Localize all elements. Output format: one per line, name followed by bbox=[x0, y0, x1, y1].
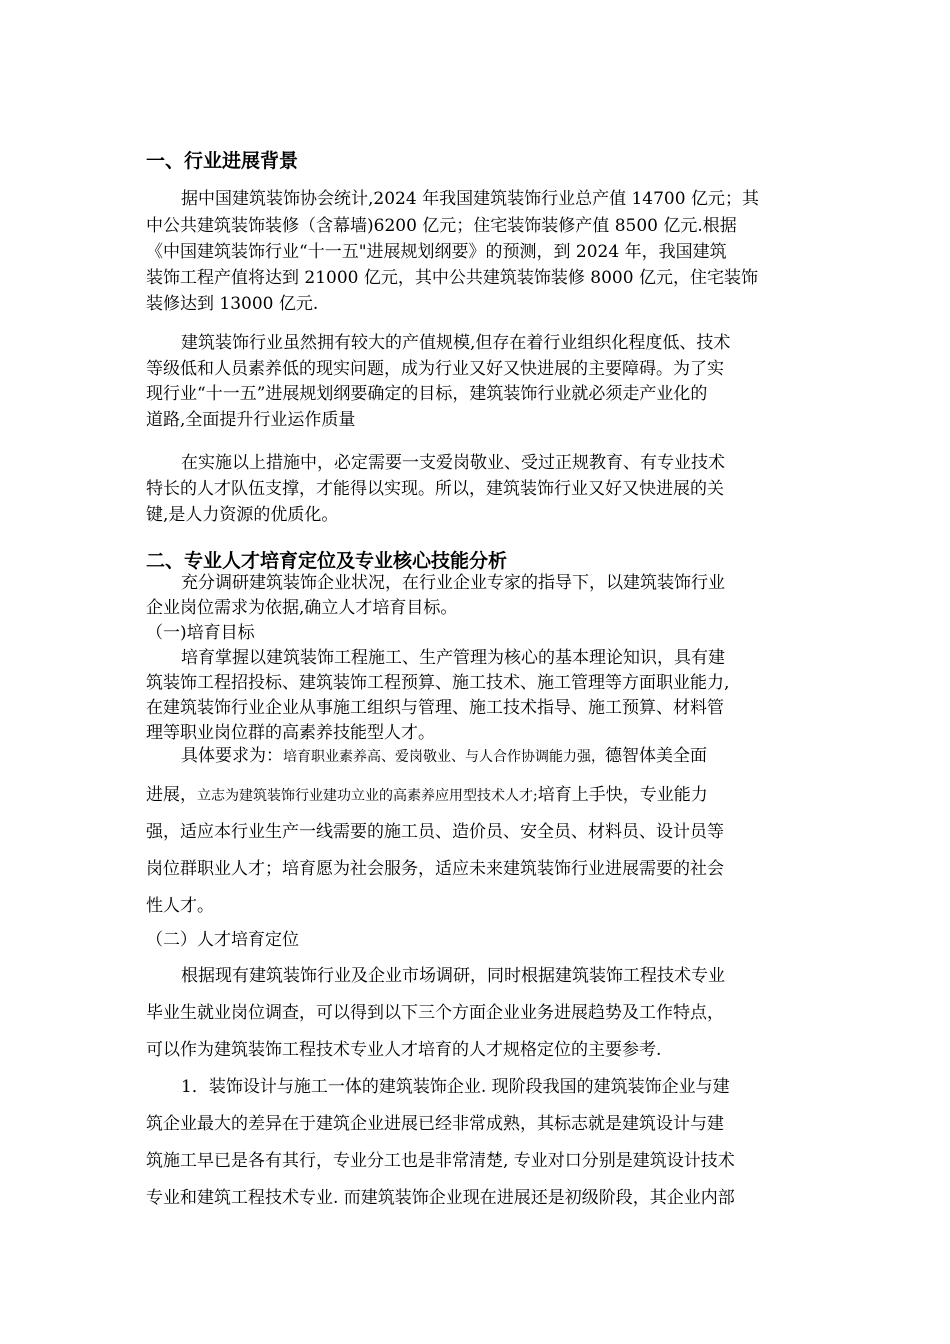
paragraph-line: 道路,全面提升行业运作质量 bbox=[146, 410, 356, 430]
paragraph-line: 筑施工早已是各有其行，专业分工也是非常清楚, 专业对口分别是建筑设计技术 bbox=[146, 1151, 735, 1171]
paragraph-line: 专业和建筑工程技术专业. 而建筑装饰企业现在进展还是初级阶段，其企业内部 bbox=[146, 1188, 735, 1208]
text-run: 培育职业素养高、爱岗敬业、与人合作协调能力强， bbox=[283, 749, 605, 765]
paragraph-line: 中公共建筑装饰装修（含幕墙)6200 亿元；住宅装饰装修产值 8500 亿元.根据 bbox=[146, 216, 737, 236]
text-run: 进展， bbox=[146, 785, 197, 805]
paragraph-line: 键,是人力资源的优质化。 bbox=[146, 505, 339, 525]
paragraph-line: 岗位群职业人才；培育愿为社会服务，适应未来建筑装饰行业进展需要的社会 bbox=[146, 859, 724, 879]
paragraph-line: 特长的人才队伍支撑，才能得以实现。所以，建筑装饰行业又好又快进展的关 bbox=[146, 479, 724, 499]
subsection-heading: （一)培育目标 bbox=[146, 623, 255, 643]
paragraph-line: 在建筑装饰行业企业从事施工组织与管理、施工技术指导、施工预算、材料管 bbox=[146, 698, 724, 718]
text-run: 培育上手快，专业能力 bbox=[537, 785, 708, 805]
paragraph-line: 可以作为建筑装饰工程技术专业人才培育的人才规格定位的主要参考. bbox=[146, 1040, 662, 1060]
paragraph-line bbox=[181, 748, 707, 765]
paragraph-line: 培育掌握以建筑装饰工程施工、生产管理为核心的基本理论知识，具有建 bbox=[181, 648, 725, 668]
paragraph-line: 企业岗位需求为依据,确立人才培育目标。 bbox=[146, 598, 458, 618]
section-heading: 二、专业人才培育定位及专业核心技能分析 bbox=[146, 550, 508, 572]
text-run: 立志为建筑装饰行业建功立业的高素养应用型技术人才; bbox=[197, 788, 538, 804]
paragraph-line: 理等职业岗位群的高素养技能型人才。 bbox=[146, 723, 435, 743]
text-run: 德智体美全面 bbox=[605, 746, 707, 766]
paragraph-line: 现行业“十一五”进展规划纲要确定的目标，建筑装饰行业就必须走产业化的 bbox=[146, 384, 708, 404]
paragraph-line: 毕业生就业岗位调查，可以得到以下三个方面企业业务进展趋势及工作特点， bbox=[146, 1003, 724, 1023]
paragraph-line: 等级低和人员素养低的现实问题，成为行业又好又快进展的主要障碍。为了实 bbox=[146, 359, 724, 379]
paragraph-line: 建筑装饰行业虽然拥有较大的产值规模,但存在着行业组织化程度低、技术 bbox=[181, 333, 731, 353]
paragraph-line: 据中国建筑装饰协会统计,2024 年我国建筑装饰行业总产值 14700 亿元；其 bbox=[181, 189, 759, 209]
paragraph-line: 在实施以上措施中，必定需要一支爱岗敬业、受过正规教育、有专业技术 bbox=[181, 453, 725, 473]
text-run: 具体要求为： bbox=[181, 746, 283, 766]
paragraph-line: 筑装饰工程招投标、建筑装饰工程预算、施工技术、施工管理等方面职业能力, bbox=[146, 673, 730, 693]
paragraph-line: 筑企业最大的差异在于建筑企业进展已经非常成熟，其标志就是建筑设计与建 bbox=[146, 1114, 724, 1134]
paragraph-line: 《中国建筑装饰行业“十一五"进展规划纲要》的预测，到 2024 年，我国建筑 bbox=[146, 242, 727, 262]
subsection-heading: （二）人才培育定位 bbox=[146, 930, 299, 950]
paragraph-line bbox=[146, 787, 708, 804]
section-heading: 一、行业进展背景 bbox=[146, 150, 299, 172]
paragraph-line: 强，适应本行业生产一线需要的施工员、造价员、安全员、材料员、设计员等 bbox=[146, 822, 724, 842]
paragraph-line: 充分调研建筑装饰企业状况，在行业企业专家的指导下，以建筑装饰行业 bbox=[181, 573, 725, 593]
paragraph-line: 性人才。 bbox=[146, 896, 214, 916]
paragraph-line: 根据现有建筑装饰行业及企业市场调研，同时根据建筑装饰工程技术专业 bbox=[181, 966, 725, 986]
paragraph-line: 装修达到 13000 亿元. bbox=[146, 294, 319, 314]
paragraph-line: 1．装饰设计与施工一体的建筑装饰企业. 现阶段我国的建筑装饰企业与建 bbox=[181, 1077, 730, 1097]
paragraph-line: 装饰工程产值将达到 21000 亿元，其中公共建筑装饰装修 8000 亿元，住宅装饰 bbox=[146, 268, 758, 288]
